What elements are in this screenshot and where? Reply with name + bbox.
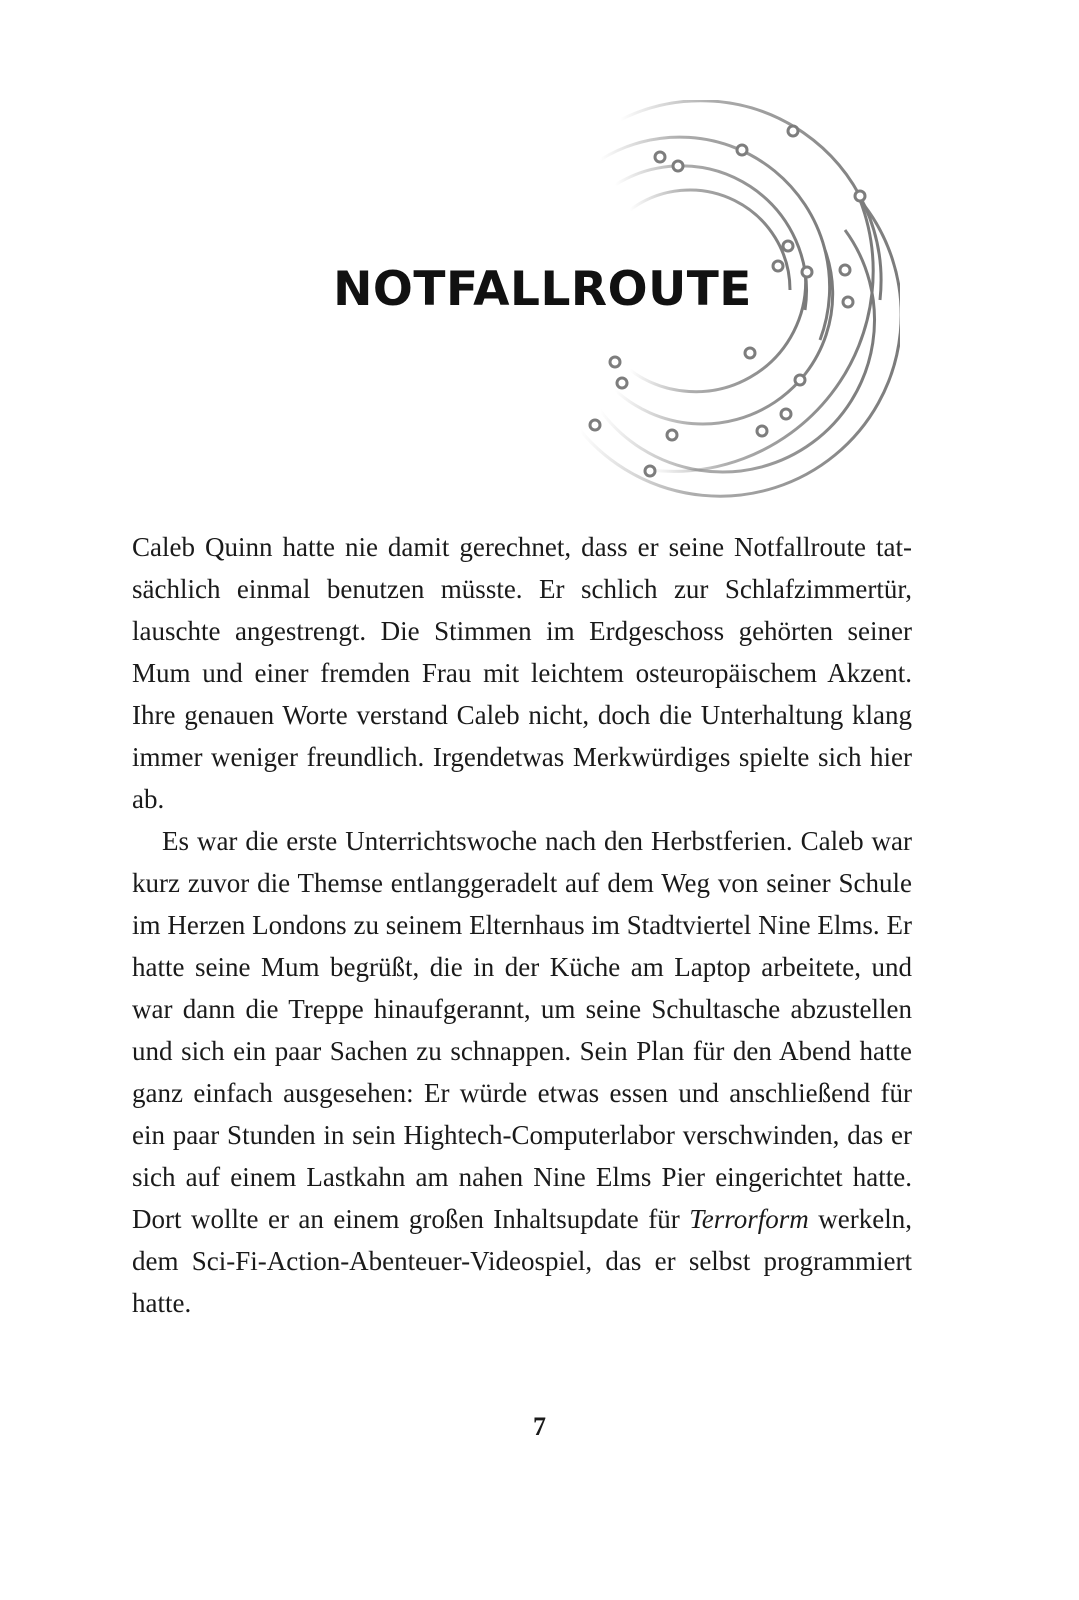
paragraph-2-text-start: Es war die erste Unterrichtswoche nach den Herbstferien. Caleb war kurz zuvor die Themse entlanggeradelt auf dem Weg von seiner Schule im Herzen Londons zu seinem Elternhaus im Stadtviertel Nine Elms. Er hatte seine Mum begrüßt, die in der Küche am Laptop arbeitete, und war dann die Treppe hinaufgerannt, um seine Schultasche abzustellen und sich ein paar Sachen zu schnappen. Sein Plan für den Abend hatte ganz einfach ausgesehen: Er würde etwas essen und anschließend für ein paar Stunden in sein Hightech-Computerlabor verschwinden, das er sich auf einem Lastkahn am nahen Nine Elms Pier eingerichtet hatte. Dort wollte er an einem großen Inhaltsupdate für xyxy=(132,826,912,1234)
page-number: 7 xyxy=(533,1412,546,1441)
paragraph-2-text-end: werkeln, dem Sci-Fi-Action-Abenteuer-Videospiel, das er selbst programmiert hatte. xyxy=(132,1204,912,1318)
chapter-body xyxy=(132,526,912,1324)
paragraph-1: Caleb Quinn hatte nie damit gerechnet, dass er seine Notfallroute tatsächlich einmal benutzen müsste. Er schlich zur Schlafzimmertür, lauschte angestrengt. Die Stimmen im Erdgeschoss gehörten seiner Mum und einer fremden Frau mit leichtem osteuropäischem Akzent. Ihre genauen Worte verstand Caleb nicht, doch die Unterhaltung klang immer weniger freundlich. Irgendetwas Merkwürdiges spielte sich hier ab. xyxy=(132,532,912,814)
chapter-title: NOTFALLROUTE xyxy=(333,262,752,317)
game-title: Terrorform xyxy=(689,1204,809,1234)
paragraph-2 xyxy=(132,820,912,1324)
